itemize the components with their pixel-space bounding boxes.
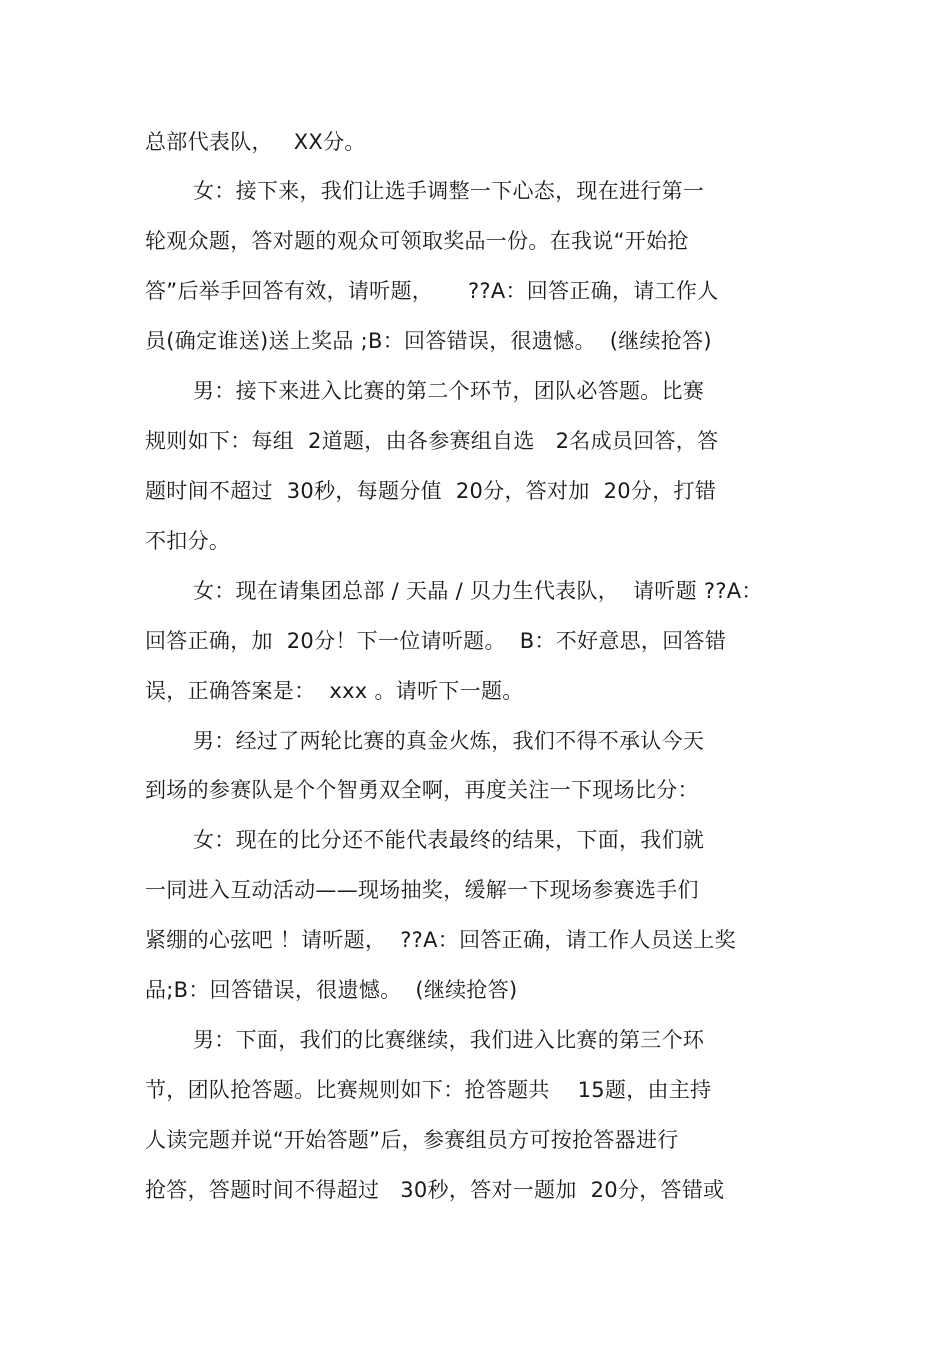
text-line-10: 女：现在请集团总部 / 天晶 / 贝力生代表队， 请听题 ??A： <box>193 579 763 603</box>
text-line-17: 紧绷的心弦吧 ！请听题， ??A：回答正确，请工作人员送上奖 <box>145 928 736 952</box>
text-line-3: 轮观众题，答对题的观众可领取奖品一份。在我说“开始抢 <box>145 229 689 253</box>
text-line-14: 到场的参赛队是个个智勇双全啊，再度关注一下现场比分： <box>145 778 699 802</box>
text-line-2: 女：接下来，我们让选手调整一下心态，现在进行第一 <box>193 179 705 203</box>
text-line-11: 回答正确，加 20分！下一位请听题。 B：不好意思，回答错 <box>145 629 727 653</box>
text-line-15: 女：现在的比分还不能代表最终的结果，下面，我们就 <box>193 828 705 852</box>
text-line-21: 人读完题并说“开始答题”后，参赛组员方可按抢答器进行 <box>145 1128 679 1152</box>
text-line-13: 男：经过了两轮比赛的真金火炼，我们不得不承认今天 <box>193 729 705 753</box>
text-line-6: 男：接下来进入比赛的第二个环节，团队必答题。比赛 <box>193 379 705 403</box>
text-line-1: 总部代表队， XX分。 <box>145 130 366 154</box>
text-line-9: 不扣分。 <box>145 529 231 553</box>
text-line-8: 题时间不超过 30秒，每题分值 20分，答对加 20分，打错 <box>145 479 717 503</box>
text-line-16: 一同进入互动活动——现场抽奖，缓解一下现场参赛选手们 <box>145 878 699 902</box>
text-line-4: 答”后举手回答有效，请听题， ??A：回答正确，请工作人 <box>145 279 719 303</box>
text-line-20: 节，团队抢答题。比赛规则如下：抢答题共 15题，由主持 <box>145 1078 712 1102</box>
text-line-18: 品;B：回答错误，很遗憾。 (继续抢答) <box>145 978 518 1002</box>
text-line-22: 抢答，答题时间不得超过 30秒，答对一题加 20分，答错或 <box>145 1178 725 1202</box>
text-line-7: 规则如下：每组 2道题，由各参赛组自选 2名成员回答，答 <box>145 429 719 453</box>
text-line-19: 男：下面，我们的比赛继续，我们进入比赛的第三个环 <box>193 1028 705 1052</box>
text-line-12: 误，正确答案是： xxx 。请听下一题。 <box>145 679 524 703</box>
text-line-5: 员(确定谁送)送上奖品 ;B：回答错误，很遗憾。 (继续抢答) <box>145 329 712 353</box>
